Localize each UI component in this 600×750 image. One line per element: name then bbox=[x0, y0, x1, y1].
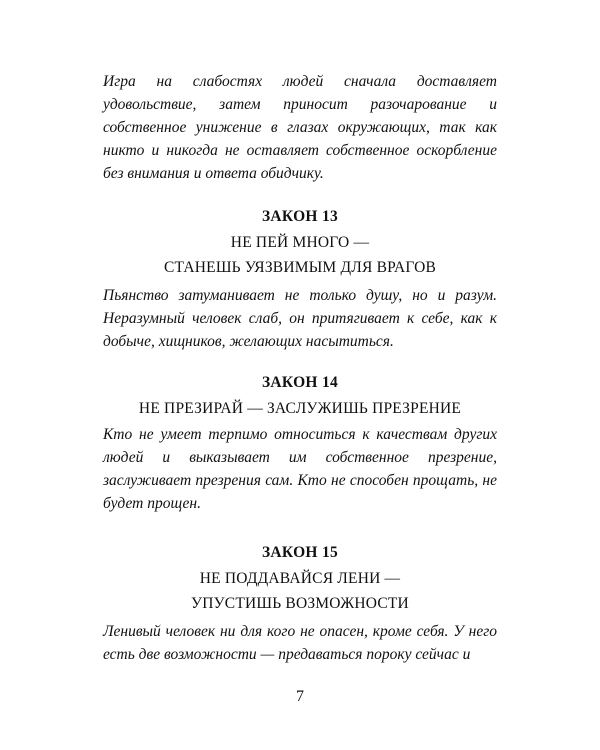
law-13-title-line-2: СТАНЕШЬ УЯЗВИМЫМ ДЛЯ ВРАГОВ bbox=[163, 259, 437, 276]
law-13-text: Пьянство затуманивает не только душу, но и разум. Неразумный человек слаб, он притягивает к себе, как к добыче, хищников, желающих насытиться. bbox=[103, 287, 497, 350]
law-13-number: ЗАКОН 13 bbox=[261, 208, 339, 225]
law-15-text: Ленивый человек ни для кого не опасен, кроме себя. У него есть две возможности — предаваться пороку сейчас и bbox=[103, 623, 497, 663]
page-number: 7 bbox=[296, 688, 304, 705]
law-14-title-line-1: НЕ ПРЕЗИРАЙ — ЗАСЛУЖИШЬ ПРЕЗРЕНИЕ bbox=[138, 400, 462, 417]
law-14-number: ЗАКОН 14 bbox=[261, 374, 339, 391]
law-15-title-line-1: НЕ ПОДДАВАЙСЯ ЛЕНИ — bbox=[199, 570, 401, 587]
intro-paragraph: Игра на слабостях людей сначала доставляет удовольствие, затем приносит разочарование и собственное унижение в глазах окружающих, так как никто и никогда не оставляет собственное оскорбление без внимания и ответа обидчику. bbox=[103, 73, 497, 182]
law-15-title-line-2: УПУСТИШЬ ВОЗМОЖНОСТИ bbox=[191, 595, 409, 612]
law-13-title-line-1: НЕ ПЕЙ МНОГО — bbox=[230, 234, 370, 251]
law-14-text: Кто не умеет терпимо относиться к качествам других людей и выказывает им собственное презрение, заслуживает презрения сам. Кто не способен прощать, не будет прощен. bbox=[103, 426, 497, 512]
law-15-number: ЗАКОН 15 bbox=[261, 544, 339, 561]
